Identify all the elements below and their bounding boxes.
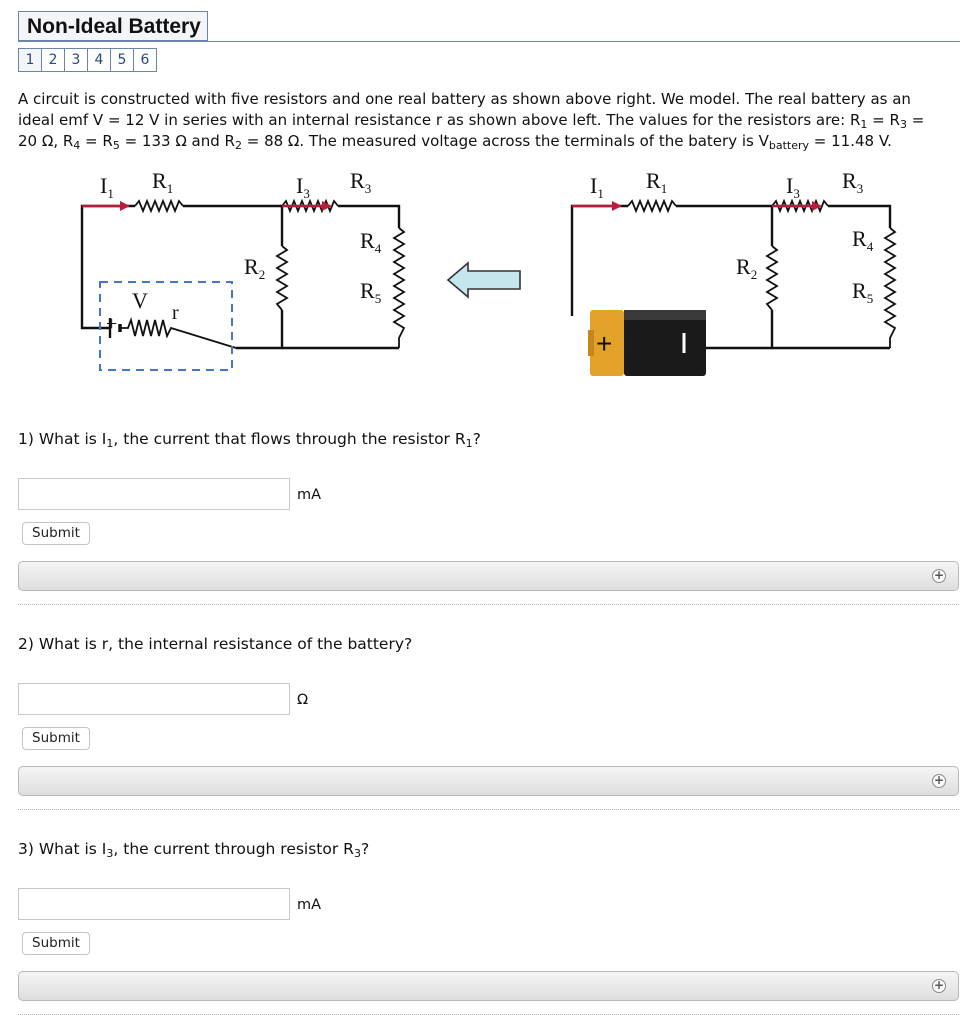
label-plus: + bbox=[106, 313, 118, 335]
label-r2: $R_2$ bbox=[244, 254, 266, 282]
question-text: What is I bbox=[33, 840, 107, 858]
label-r4: $R_4$ bbox=[360, 228, 382, 256]
subscript: 2 bbox=[234, 139, 242, 152]
statement-text: = bbox=[906, 111, 925, 129]
label-r1-right: $R_1$ bbox=[646, 168, 668, 196]
subscript: 3 bbox=[353, 847, 361, 860]
label-r2-right: $R_2$ bbox=[736, 254, 758, 282]
subscript: 1 bbox=[860, 118, 868, 131]
answer-2-unit: Ω bbox=[297, 692, 309, 708]
question-text: , the current that flows through the resistor R bbox=[113, 430, 466, 448]
answer-3-input[interactable] bbox=[18, 888, 290, 920]
question-text: ? bbox=[472, 430, 481, 448]
question-text: ? bbox=[360, 840, 370, 858]
tab-part-4[interactable]: 4 bbox=[87, 48, 111, 72]
tab-part-2[interactable]: 2 bbox=[41, 48, 65, 72]
hint-2-bar[interactable] bbox=[18, 766, 959, 796]
statement-line-1: A circuit is constructed with five resistors and one real battery as shown above right. We model. The real battery as an bbox=[18, 90, 911, 108]
hint-1-bar[interactable] bbox=[18, 561, 959, 591]
statement-text: = R bbox=[80, 132, 113, 150]
plus-circle-icon[interactable]: + bbox=[933, 978, 945, 992]
question-number: 1) bbox=[18, 430, 34, 448]
battery-plus-label: + bbox=[596, 328, 613, 359]
tab-part-5[interactable]: 5 bbox=[110, 48, 134, 72]
label-r-internal: r bbox=[172, 302, 179, 324]
label-r3-right: $R_3$ bbox=[842, 168, 864, 196]
submit-2-button[interactable]: Submit bbox=[22, 727, 90, 750]
label-i1-right: $I_1$ bbox=[590, 173, 604, 201]
label-r5: $R_5$ bbox=[360, 278, 382, 306]
statement-text: = 88 Ω. The measured voltage across the terminals of the batery is V bbox=[241, 132, 769, 150]
question-text: What is r, the internal resistance of the battery? bbox=[33, 635, 413, 653]
circuit-diagrams bbox=[60, 168, 920, 388]
statement-text: = R bbox=[867, 111, 900, 129]
label-i1: $I_1$ bbox=[100, 173, 114, 201]
question-text: , the current through resistor R bbox=[113, 840, 354, 858]
tab-part-1[interactable]: 1 bbox=[18, 48, 42, 72]
label-i3: $I_3$ bbox=[296, 173, 310, 201]
current-arrow-i1-head bbox=[120, 201, 130, 211]
title-underline bbox=[18, 41, 960, 42]
label-v: V bbox=[132, 288, 148, 313]
label-r1: $R_1$ bbox=[152, 168, 174, 196]
tab-part-3[interactable]: 3 bbox=[64, 48, 88, 72]
subscript: 4 bbox=[73, 139, 81, 152]
question-1 bbox=[18, 430, 481, 448]
hint-3-bar[interactable] bbox=[18, 971, 959, 1001]
label-r5-right: $R_5$ bbox=[852, 278, 874, 306]
ideal-battery-circuit bbox=[82, 201, 404, 348]
submit-1-button[interactable]: Submit bbox=[22, 522, 90, 545]
question-text: What is I bbox=[33, 430, 107, 448]
left-pointing-arrow-icon bbox=[448, 263, 520, 297]
question-number: 3) bbox=[18, 840, 34, 858]
subscript: 3 bbox=[106, 847, 114, 860]
subscript: battery bbox=[768, 139, 810, 152]
label-i3-right: $I_3$ bbox=[786, 173, 800, 201]
statement-text: 20 Ω, R bbox=[18, 132, 74, 150]
statement-text: = 11.48 V. bbox=[809, 132, 892, 150]
section-divider bbox=[18, 1014, 959, 1015]
subscript: 1 bbox=[465, 437, 473, 450]
plus-circle-icon[interactable]: + bbox=[933, 773, 945, 787]
answer-3-unit: mA bbox=[297, 897, 322, 913]
subscript: 3 bbox=[899, 118, 907, 131]
section-divider bbox=[18, 604, 959, 605]
answer-1-unit: mA bbox=[297, 487, 322, 503]
plus-circle-icon[interactable]: + bbox=[933, 568, 945, 582]
question-3 bbox=[18, 840, 369, 858]
statement-text: = 133 Ω and R bbox=[119, 132, 235, 150]
submit-3-button[interactable]: Submit bbox=[22, 932, 90, 955]
label-r3: $R_3$ bbox=[350, 168, 372, 196]
current-arrow-i1-right-head bbox=[612, 201, 622, 211]
tab-part-6[interactable]: 6 bbox=[133, 48, 157, 72]
problem-title: Non-Ideal Battery bbox=[18, 11, 208, 41]
problem-statement bbox=[18, 89, 958, 152]
statement-line-3 bbox=[18, 131, 958, 152]
part-tabs bbox=[18, 48, 156, 72]
section-divider bbox=[18, 809, 959, 810]
subscript: 1 bbox=[106, 437, 114, 450]
statement-text: ideal emf V = 12 V in series with an internal resistance r as shown above left. The values for the resistors are: R bbox=[18, 111, 861, 129]
question-number: 2) bbox=[18, 635, 34, 653]
answer-2-input[interactable] bbox=[18, 683, 290, 715]
answer-1-input[interactable] bbox=[18, 478, 290, 510]
battery-icon bbox=[588, 310, 706, 376]
question-2 bbox=[18, 635, 412, 653]
statement-line-2 bbox=[18, 110, 958, 131]
label-r4-right: $R_4$ bbox=[852, 226, 874, 254]
subscript: 5 bbox=[112, 139, 120, 152]
